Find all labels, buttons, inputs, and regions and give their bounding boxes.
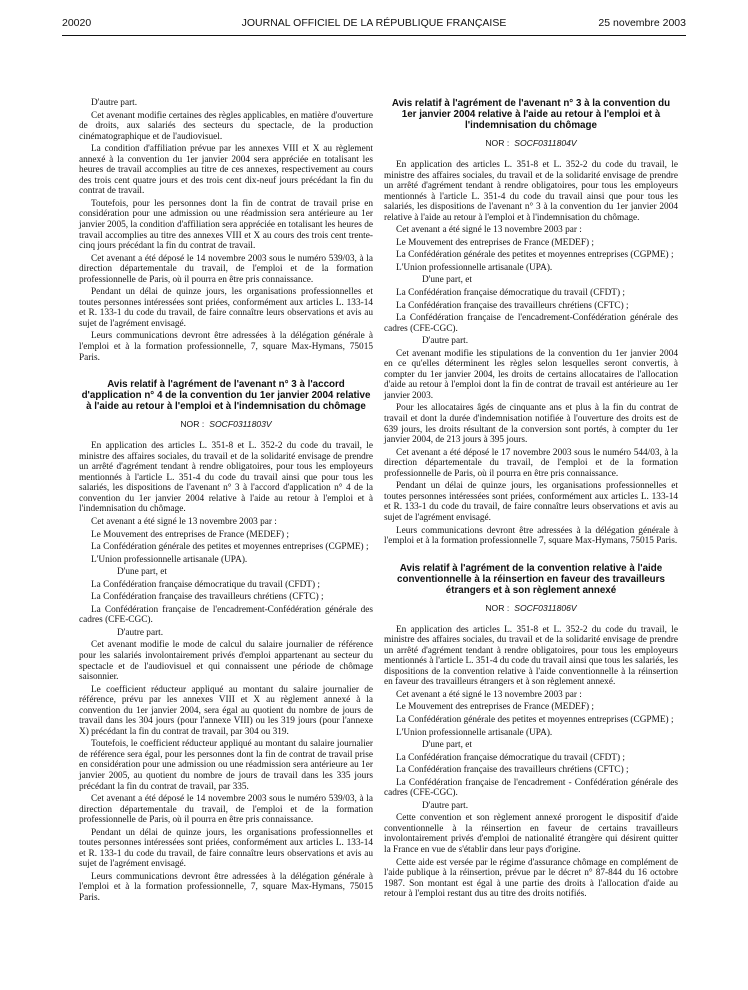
notice-avenant-3-convention xyxy=(384,98,678,547)
separator: D'autre part. xyxy=(422,800,469,811)
paragraph: Cet avenant a été signé le 13 novembre 2003 par : xyxy=(396,225,582,236)
nor-code: SOCF0311803V xyxy=(209,419,272,430)
paragraph: Toutefois, le coefficient réducteur appliqué au montant du salaire journalier de référence sera égal, pour les personnes dont la fin de contrat de travail prise en considération pour une admission ou une réadmission sera antérieure au 1er janvier 2005, au quotient du nombre de jours de travail dans les 335 jours précédant la fin du contrat de travail, par 335. xyxy=(79,739,373,792)
nor-reference xyxy=(384,603,678,613)
signatory: Le Mouvement des entreprises de France (MEDEF) ; xyxy=(396,237,595,248)
signatory: La Confédération française démocratique du travail (CFDT) ; xyxy=(396,288,625,299)
separator: D'une part, et xyxy=(422,740,472,751)
signatory: Le Mouvement des entreprises de France (MEDEF) ; xyxy=(91,529,290,540)
publication-date: 25 novembre 2003 xyxy=(598,17,686,29)
paragraph: Leurs communications devront être adressées à la délégation générale à l'emploi et à la formation professionnelle 7, square Max-Hymans, 75015 Paris. xyxy=(384,525,678,547)
paragraph: Cette aide est versée par le régime d'assurance chômage en complément de l'aide publique à la réinsertion, prévue par le décret n° 87-844 du 16 octobre 1987. Son montant est égal à une partie des droits à l'allocation d'aide au retour à l'emploi restant dus au titre des droits notifiés. xyxy=(384,857,678,900)
signatory: L'Union professionnelle artisanale (UPA). xyxy=(396,262,553,273)
nor-label: NOR : xyxy=(485,602,510,613)
paragraph: La condition d'affiliation prévue par les annexes VIII et X au règlement annexé à la convention du 1er janvier 2004 sera appréciée en totalisant les heures de travail accomplies au titre de ces annexes, respectivement au cours des trois cent quatre jours et des trois cent dix-neuf jours précédant la fin du contrat de travail. xyxy=(79,144,373,197)
paragraph: En application des articles L. 351-8 et L. 352-2 du code du travail, le ministre des affaires sociales, du travail et de la solidarité envisage de prendre un arrêté d'agrément tendant à rendre obligatoires, pour tous les employeurs mentionnés à l'article L. 351-4 du code du travail ainsi que pour tous les salariés, les dispositions de l'avenant n° 3 à la convention du 1er janvier 2004 relative à l'aide au retour à l'emploi et à l'indemnisation du chômage. xyxy=(384,160,678,223)
journal-title: JOURNAL OFFICIEL DE LA RÉPUBLIQUE FRANÇAISE xyxy=(241,17,507,29)
separator: D'une part, et xyxy=(117,567,167,578)
paragraph: Pendant un délai de quinze jours, les organisations professionnelles et toutes personnes intéressées sont priées, conformément aux articles L. 133-14 et R. 133-1 du code du travail, de faire connaître leurs observations et avis au sujet de l'agrément envisagé. xyxy=(384,481,678,523)
right-column xyxy=(384,98,678,902)
separator: D'autre part. xyxy=(422,336,469,347)
signatory: Le Mouvement des entreprises de France (MEDEF) ; xyxy=(396,702,595,713)
nor-code: SOCF0311806V xyxy=(514,602,577,613)
signatory: La Confédération française de l'encadrement - Confédération générale des cadres (CFE-CGC). xyxy=(384,777,678,799)
signatory: L'Union professionnelle artisanale (UPA). xyxy=(91,554,248,565)
paragraph: Cette convention et son règlement annexé prorogent le dispositif d'aide conventionnelle à la réinsertion en faveur de certains travailleurs involontairement privés d'emploi de nationalité étrangère qui désirent quitter la France en vue de s'établir dans leur pays d'origine. xyxy=(384,813,678,855)
separator: D'autre part. xyxy=(117,627,164,638)
signatory: La Confédération française des travailleurs chrétiens (CFTC) ; xyxy=(396,765,629,776)
paragraph: Cet avenant modifie les stipulations de la convention du 1er janvier 2004 en ce qu'elles déterminent les règles selon lesquelles seront convertis, à compter du 1er janvier 2004, les droits de certains allocataires de l'allocation d'aide au retour à l'emploi dont la fin de contrat de travail est antérieure au 1er janvier 2003. xyxy=(384,348,678,401)
paragraph: En application des articles L. 351-8 et L. 352-2 du code du travail, le ministre des affaires sociales, du travail et de la solidarité envisage de prendre un arrêté d'agrément tendant à rendre obligatoires, pour tous les employeurs mentionnés à l'article L. 351-4 du code du travail ainsi que tous les salariés, les dispositions de la convention relative à l'aide conventionnelle à la réinsertion en faveur des travailleurs étrangers et à son règlement annexé. xyxy=(384,624,678,688)
signatory: La Confédération française des travailleurs chrétiens (CFTC) ; xyxy=(91,592,324,603)
nor-code: SOCF0311804V xyxy=(514,138,577,148)
signatory: La Confédération française démocratique du travail (CFDT) ; xyxy=(396,752,625,763)
header-rule xyxy=(62,35,686,36)
nor-label: NOR : xyxy=(180,419,205,430)
paragraph: Pendant un délai de quinze jours, les organisations professionnelles et toutes personnes intéressées sont priées, conformément aux articles L. 133-14 et R. 133-1 du code du travail, de faire connaître leurs observations et avis au sujet de l'agrément envisagé. xyxy=(79,287,373,329)
signatory: La Confédération générale des petites et moyennes entreprises (CGPME) ; xyxy=(91,542,369,553)
notice-aide-reinsertion xyxy=(384,563,678,900)
page-number: 20020 xyxy=(62,17,92,29)
paragraph: Le coefficient réducteur appliqué au montant du salaire journalier de référence, prévu par les annexes VIII et X au règlement annexé à la convention du 1er janvier 2004, sera égal au quotient du nombre de jours de travail dans les 304 jours (pour l'annexe VIII) ou les 319 jours (pour l'annexe X) précédant la fin du contrat de travail, par 304 ou 319. xyxy=(79,684,373,737)
paragraph: Cet avenant a été signé le 13 novembre 2003 par : xyxy=(91,516,277,527)
paragraph: Cet avenant a été déposé le 17 novembre 2003 sous le numéro 544/03, à la direction départementale du travail, de l'emploi et de la formation professionnelle de Paris, où il pourra en être pris connaissance. xyxy=(384,447,678,479)
paragraph: Leurs communications devront être adressées à la délégation générale à l'emploi et à la formation professionnelle, 7, square Max-Hymans, 75015 Paris. xyxy=(79,871,373,903)
paragraph: En application des articles L. 351-8 et L. 352-2 du code du travail, le ministre des affaires sociales, du travail et de la solidarité envisage de prendre un arrêté d'agrément tendant à rendre obligatoires, pour tous les employeurs mentionnés à l'article L. 351-4 du code du travail ainsi que pour tous les salariés, les dispositions de l'avenant n° 3 à l'accord d'application n° 4 de la convention du 1er janvier 2004 relative à l'aide au retour à l'emploi et à l'indemnisation du chômage. xyxy=(79,441,373,515)
separator: D'une part, et xyxy=(422,275,472,286)
nor-reference xyxy=(79,419,373,429)
nor-label: NOR : xyxy=(485,138,510,148)
signatory: La Confédération française de l'encadrement-Confédération générale des cadres (CFE-CGC). xyxy=(384,313,678,334)
paragraph: D'autre part. xyxy=(91,98,138,108)
paragraph: Cet avenant modifie le mode de calcul du salaire journalier de référence pour les salariés involontairement privés d'emploi appartenant au secteur du spectacle et de l'audiovisuel et qui connaissent une période de chômage saisonnier. xyxy=(79,640,373,683)
page-header xyxy=(62,15,686,31)
paragraph: Pour les allocataires âgés de cinquante ans et plus à la fin du contrat de travail et dont la durée d'indemnisation notifiée à l'ouverture des droits est de 639 jours, les droits résultant de la conversion sont portés, à compter du 1er janvier 2004, de 213 jours à 395 jours. xyxy=(384,403,678,446)
paragraph: Toutefois, pour les personnes dont la fin de contrat de travail prise en considération pour une admission ou une réadmission sera antérieure au 1er janvier 2005, la condition d'affiliation sera appréciée en totalisant les heures de travail accomplies au titre des annexes VIII et X au cours des trois cent trente-cinq jours précédant la fin du contrat de travail. xyxy=(79,198,373,252)
left-column xyxy=(79,98,373,906)
paragraph: Cet avenant a été déposé le 14 novembre 2003 sous le numéro 539/03, à la direction départementale du travail, de l'emploi et de la formation professionnelle de Paris, où il pourra en être pris connaissance. xyxy=(79,253,373,285)
paragraph: Leurs communications devront être adressées à la délégation générale à l'emploi et à la formation professionnelle, 7, square Max-Hymans, 75015 Paris. xyxy=(79,331,373,363)
signatory: L'Union professionnelle artisanale (UPA). xyxy=(396,727,553,738)
signatory: La Confédération générale des petites et moyennes entreprises (CGPME) ; xyxy=(396,714,674,725)
paragraph: Cet avenant a été signé le 13 novembre 2003 par : xyxy=(396,689,582,700)
paragraph: Cet avenant modifie certaines des règles applicables, en matière d'ouverture de droits, aux salariés des secteurs du spectacle, de la production cinématographique et de l'audiovisuel. xyxy=(79,110,374,142)
paragraph: Pendant un délai de quinze jours, les organisations professionnelles et toutes personnes intéressées sont priées, conformément aux articles L. 133-14 et R. 133-1 du code du travail, de faire connaître leurs observations et avis au sujet de l'agrément envisagé. xyxy=(79,827,373,870)
notice-title: Avis relatif à l'agrément de l'avenant n° 3 à l'accord d'application n° 4 de la convention du 1er janvier 2004 relative à l'aide au retour à l'emploi et à l'indemnisation du chômage xyxy=(81,379,371,413)
notice-title: Avis relatif à l'agrément de la convention relative à l'aide conventionnelle à la réinsertion en faveur des travailleurs étrangers et à son règlement annexé xyxy=(397,562,665,596)
signatory: La Confédération française des travailleurs chrétiens (CFTC) ; xyxy=(396,300,629,311)
notice-title: Avis relatif à l'agrément de l'avenant n° 3 à la convention du 1er janvier 2004 relative à l'aide au retour à l'emploi et à l'indemnisation du chômage xyxy=(391,98,671,131)
nor-reference xyxy=(384,138,678,148)
signatory: La Confédération française démocratique du travail (CFDT) ; xyxy=(91,579,320,590)
paragraph: Cet avenant a été déposé le 14 novembre 2003 sous le numéro 539/03, à la direction départementale du travail, de l'emploi et de la formation professionnelle de Paris, où il pourra en être pris connaissance. xyxy=(79,794,373,826)
notice-avenant-3-accord-application-4 xyxy=(79,379,373,903)
signatory: La Confédération générale des petites et moyennes entreprises (CGPME) ; xyxy=(396,250,674,261)
signatory: La Confédération française de l'encadrement-Confédération générale des cadres (CFE-CGC). xyxy=(79,604,373,626)
